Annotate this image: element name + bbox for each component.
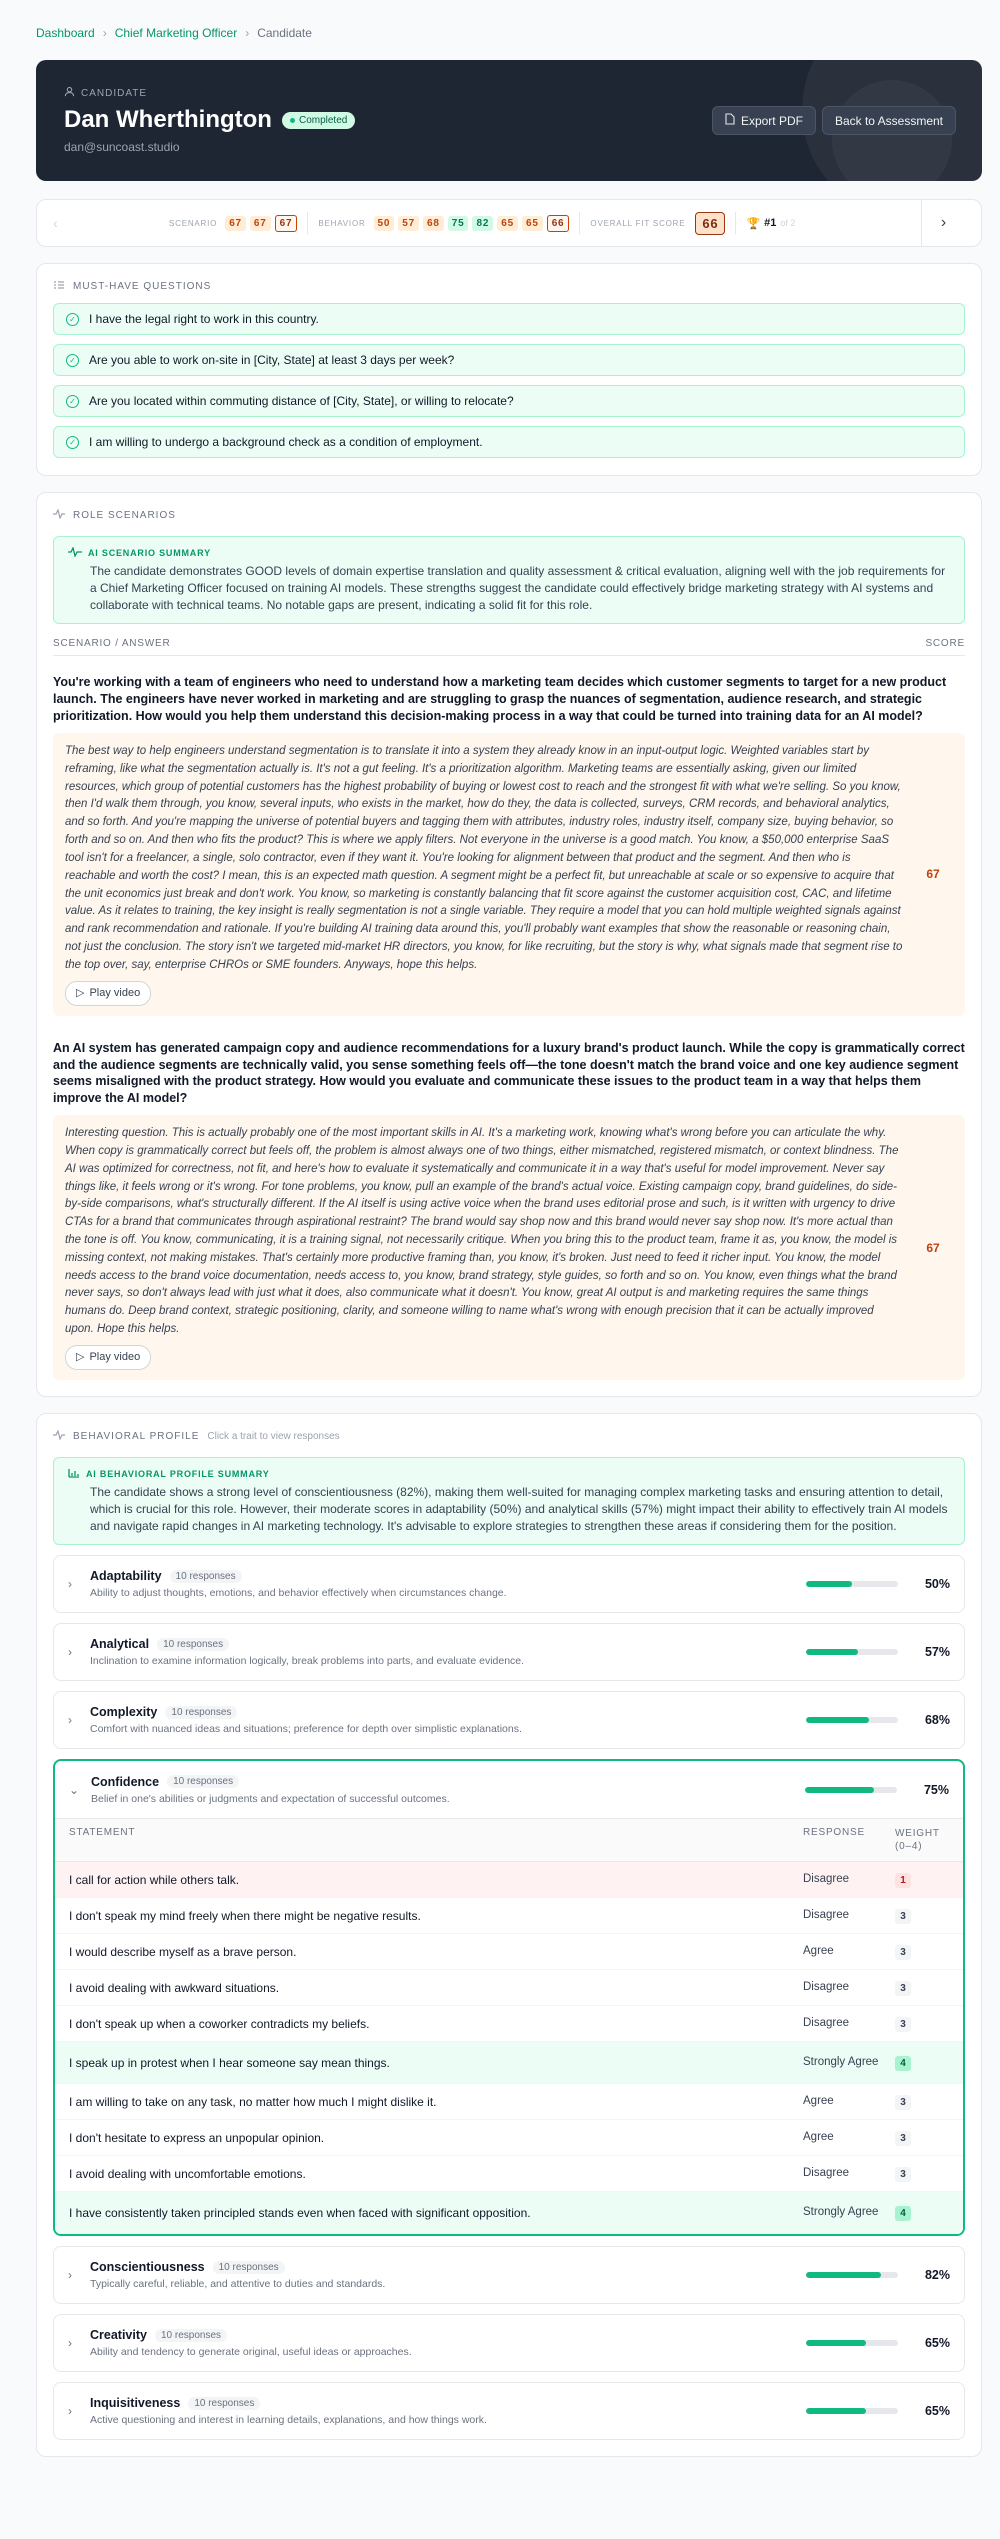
trait-percent: 65% xyxy=(924,2336,950,2351)
trait-analytical[interactable] xyxy=(53,1623,965,1681)
weight-badge: 3 xyxy=(895,1909,911,1924)
trait-description: Inclination to examine information logically, break problems into parts, and evaluate evidence. xyxy=(90,1655,525,1668)
section-title: MUST-HAVE QUESTIONS xyxy=(73,281,212,292)
chevron-right-icon: › xyxy=(68,1577,72,1592)
breadcrumb-role[interactable]: Chief Marketing Officer xyxy=(114,26,238,40)
chevron-right-icon: › xyxy=(68,2336,72,2351)
behavioral-profile-section xyxy=(36,1413,982,2457)
weight-badge: 1 xyxy=(895,1873,911,1888)
behavior-scores: BEHAVIOR 50 57 68 75 82 65 65 66 xyxy=(318,215,569,232)
statement-text: I avoid dealing with uncomfortable emotions. xyxy=(69,2166,306,2181)
trait-progress-bar xyxy=(806,2408,898,2414)
trait-confidence[interactable]: ⌄ Confidence 10 responses Belief in one's abilities or judgments and expectation of successful outcomes. 75% xyxy=(55,1761,963,1819)
weight-badge: 3 xyxy=(895,2095,911,2110)
behavior-score-chip[interactable]: 68 xyxy=(423,216,444,231)
statement-text: I don't speak up when a coworker contradicts my beliefs. xyxy=(69,2016,370,2031)
ai-behavioral-summary: AI BEHAVIORAL PROFILE SUMMARY The candidate shows a strong level of conscientiousness (82%), making them well-suited for managing complex marketing tasks and ensuring attention to detail, which is crucial for this role. However, their moderate scores in adaptability (50%) and analytical skills (57%) might impact their ability to effectively train AI models and navigate rapid changes in AI marketing technology. It's advisable to explore strategies to strengthen these areas if considering them for the position. xyxy=(53,1457,965,1545)
breadcrumb xyxy=(36,26,982,40)
trait-progress-bar xyxy=(806,1717,898,1723)
scenario-question: An AI system has generated campaign copy and audience recommendations for a luxury brand's product launch. While the copy is grammatically correct and the audience segments are technically valid, you sense something feels off—the tone doesn't match the brand voice and one key audience segment seems misaligned with the product strategy. How would you evaluate and communicate these issues to the product team in a way that helps them improve the AI model? xyxy=(53,1040,965,1106)
trait-progress-bar xyxy=(806,2272,898,2278)
trait-progress-bar xyxy=(806,1581,898,1587)
trait-inquisitiveness[interactable] xyxy=(53,2382,965,2440)
section-title: ROLE SCENARIOS xyxy=(73,510,176,521)
behavior-score-chip[interactable]: 65 xyxy=(497,216,518,231)
must-have-item: ✓ I am willing to undergo a background check as a condition of employment. xyxy=(53,426,965,458)
trait-conscientiousness[interactable] xyxy=(53,2246,965,2304)
user-icon xyxy=(64,86,75,100)
behavior-score-chip[interactable]: 75 xyxy=(448,216,469,231)
scenario-score: 67 xyxy=(926,1240,940,1255)
trait-progress-bar xyxy=(806,2340,898,2346)
chevron-left-icon[interactable]: ‹ xyxy=(53,215,58,231)
export-pdf-button[interactable]: Export PDF xyxy=(712,106,816,135)
trait-name: Analytical xyxy=(90,1637,150,1652)
behavior-score-chip[interactable]: 82 xyxy=(472,216,493,231)
scenario-answer: The best way to help engineers understand segmentation is to translate it into a system they already know in an input-output logic. Weighted variables start by reframing, like what the segmentation actually is. It's not a gut feeling. It's a prioritization algorithm. Marketing teams are essentially asking, given our limited resources, which group of potential customers has the highest probability of buying or lowest cost to reach and the strongest fit with what we're selling. So you know, then I'd walk them through, you know, several inputs, who exists in the market, how do they, the data is collected, surveys, CRM records, and behavioral analytics, and so forth. And you're mapping the universe of potential buyers and tagging them with attributes, industry roles, industry itself, company size, buying behavior, so forth and so on. And then who fits the product? This is where we apply filters. Not everyone in the universe is a good match. You know, a $50,000 enterprise SaaS tool isn't for a freelancer, a single, solo contractor, even if they want it. You're looking for alignment between that product and the segment. And then who is reachable and worth the cost? I mean, this is an expected math question. A segment might be a perfect fit, but unreachable at scale or so expensive to acquire that the unit economics just break and don't work. You know, so marketing is constantly balancing that fit score against the customer acquisition cost, CAC, and lifetime value. As it relates to training, the key insight is really segmentation is not a single variable. They require a model that you can hold multiple weighted signals against and rank recommendation and rationale. If you're building AI training data around this, you'll probably want examples that show the reasonable or reasoning chain, not just the conclusion. The story isn't we targeted mid-market HR directors, you know, for like recruiting, but the story is why, what signals made that segment rise to the top over, say, enterprise CHROs or SME founders. Anyways, hope this helps. ▷ Play video 67 xyxy=(53,733,965,1016)
statement-text: I don't speak my mind freely when there might be negative results. xyxy=(69,1908,421,1923)
chevron-down-icon: ⌄ xyxy=(69,1782,80,1797)
trait-adaptability[interactable] xyxy=(53,1555,965,1613)
check-circle-icon: ✓ xyxy=(66,354,79,367)
statement-table-header: STATEMENT RESPONSE WEIGHT (0–4) xyxy=(55,1819,963,1862)
trait-name: Complexity xyxy=(90,1705,158,1720)
trait-complexity[interactable] xyxy=(53,1691,965,1749)
response-count: 10 responses xyxy=(213,2261,285,2274)
must-have-item: ✓ Are you able to work on-site in [City, State] at least 3 days per week? xyxy=(53,344,965,376)
statement-row xyxy=(55,2084,963,2120)
trait-name: Creativity xyxy=(90,2328,147,2343)
statement-text: I avoid dealing with awkward situations. xyxy=(69,1980,280,1995)
response-value: Agree xyxy=(803,2131,834,2144)
behavior-score-chip[interactable]: 57 xyxy=(398,216,419,231)
breadcrumb-dashboard[interactable]: Dashboard xyxy=(36,26,95,40)
chevron-right-icon: › xyxy=(68,2404,72,2419)
statement-row xyxy=(55,2192,963,2234)
back-to-assessment-button[interactable]: Back to Assessment xyxy=(822,106,956,135)
trait-expanded xyxy=(53,1759,965,2236)
overall-fit: OVERALL FIT SCORE 66 xyxy=(590,212,725,235)
weight-badge: 4 xyxy=(895,2056,911,2071)
weight-badge: 4 xyxy=(895,2206,911,2221)
check-circle-icon: ✓ xyxy=(66,436,79,449)
trait-description: Ability to adjust thoughts, emotions, and behavior effectively when circumstances change. xyxy=(90,1587,507,1600)
statement-row xyxy=(55,2042,963,2084)
statement-text: I am willing to take on any task, no matter how much I might dislike it. xyxy=(69,2094,437,2109)
trait-description: Comfort with nuanced ideas and situations; preference for depth over simplistic explanations. xyxy=(90,1723,522,1736)
chevron-right-icon: › xyxy=(245,26,250,40)
activity-icon xyxy=(53,1430,65,1443)
statement-text: I have consistently taken principled stands even when faced with significant opposition. xyxy=(69,2205,531,2220)
statement-row xyxy=(55,1862,963,1898)
scenario-score-chip[interactable]: 67 xyxy=(225,216,246,231)
response-value: Strongly Agree xyxy=(803,2056,879,2069)
statement-text: I speak up in protest when I hear someone say mean things. xyxy=(69,2055,390,2070)
trait-percent: 50% xyxy=(924,1577,950,1592)
statement-row xyxy=(55,1898,963,1934)
status-badge: Completed xyxy=(282,112,355,129)
trait-percent: 68% xyxy=(924,1713,950,1728)
trait-creativity[interactable] xyxy=(53,2314,965,2372)
response-value: Agree xyxy=(803,1945,834,1958)
section-title: BEHAVIORAL PROFILE xyxy=(73,1430,200,1442)
bar-chart-icon xyxy=(68,1468,80,1480)
statement-row xyxy=(55,2120,963,2156)
trait-percent: 57% xyxy=(924,1645,950,1660)
check-circle-icon: ✓ xyxy=(66,395,79,408)
chevron-right-icon: › xyxy=(68,1713,72,1728)
response-value: Disagree xyxy=(803,2017,850,2030)
activity-icon xyxy=(53,509,65,522)
scenario-question: You're working with a team of engineers who need to understand how a marketing team decides which customer segments to target for a new product launch. The engineers have never worked in marketing and are struggling to grasp the nuances of segmentation, audience research, and strategic prioritization. How would you help them understand this decision-making process in a way that could be turned into training data for an AI model? xyxy=(53,675,947,724)
response-count: 10 responses xyxy=(155,2329,227,2342)
chevron-right-icon: › xyxy=(68,1645,72,1660)
response-count: 10 responses xyxy=(188,2397,260,2410)
ai-scenario-summary: AI SCENARIO SUMMARY The candidate demonstrates GOOD levels of domain expertise translation and quality assessment & critical evaluation, aligning well with the job requirements for a Chief Marketing Officer focused on training AI models. These strengths suggest the candidate could effectively bridge marketing strategy with AI systems and collaborate with technical teams. No notable gaps are present, indicating a solid fit for this role. xyxy=(53,536,965,624)
trait-name: Conscientiousness xyxy=(90,2260,205,2275)
response-value: Strongly Agree xyxy=(803,2206,879,2219)
trait-progress-bar xyxy=(805,1787,897,1793)
behavior-score-chip[interactable]: 65 xyxy=(522,216,543,231)
statement-text: I call for action while others talk. xyxy=(69,1872,240,1887)
behavior-score-chip[interactable]: 50 xyxy=(374,216,395,231)
statement-row xyxy=(55,1970,963,2006)
weight-badge: 3 xyxy=(895,2167,911,2182)
candidate-email: dan@suncoast.studio xyxy=(64,140,180,154)
play-video-button[interactable]: ▷ Play video xyxy=(65,1345,151,1370)
trait-description: Ability and tendency to generate original, useful ideas or approaches. xyxy=(90,2346,412,2359)
candidate-header xyxy=(36,60,982,181)
weight-badge: 3 xyxy=(895,2017,911,2032)
statement-text: I would describe myself as a brave person. xyxy=(69,1944,297,1959)
sparkle-icon xyxy=(68,547,82,559)
section-hint: Click a trait to view responses xyxy=(207,1430,340,1442)
play-icon: ▷ xyxy=(76,1350,85,1363)
role-scenarios-section xyxy=(36,492,982,1397)
candidate-name: Dan Wherthington xyxy=(64,106,272,133)
play-icon: ▷ xyxy=(76,986,85,999)
statement-row xyxy=(55,1934,963,1970)
score-strip xyxy=(36,199,982,247)
response-value: Disagree xyxy=(803,1981,850,1994)
must-have-item: ✓ I have the legal right to work in this country. xyxy=(53,303,965,335)
response-value: Disagree xyxy=(803,2167,850,2180)
list-check-icon xyxy=(53,280,65,293)
breadcrumb-current: Candidate xyxy=(257,26,312,40)
must-have-item: ✓ Are you located within commuting distance of [City, State], or willing to relocate? xyxy=(53,385,965,417)
behavior-score-chip[interactable]: 66 xyxy=(547,215,570,232)
trait-name: Inquisitiveness xyxy=(90,2396,181,2411)
file-icon xyxy=(725,113,735,128)
weight-badge: 3 xyxy=(895,2131,911,2146)
chevron-right-icon: › xyxy=(68,2268,72,2283)
chevron-right-icon[interactable]: › xyxy=(921,199,965,247)
trait-percent: 82% xyxy=(924,2268,950,2283)
response-value: Disagree xyxy=(803,1909,850,1922)
statement-row xyxy=(55,2006,963,2042)
scenario-score-chip[interactable]: 67 xyxy=(275,215,298,232)
trait-progress-bar xyxy=(806,1649,898,1655)
statement-text: I don't hesitate to express an unpopular opinion. xyxy=(69,2130,325,2145)
trait-description: Active questioning and interest in learning details, explanations, and how things work. xyxy=(90,2414,487,2427)
weight-badge: 3 xyxy=(895,1945,911,1960)
chevron-right-icon: › xyxy=(102,26,107,40)
rank: 🏆 #1 of 2 xyxy=(746,217,796,230)
check-circle-icon: ✓ xyxy=(66,313,79,326)
candidate-label: CANDIDATE xyxy=(64,86,954,100)
trophy-icon: 🏆 xyxy=(746,217,761,230)
overall-fit-score: 66 xyxy=(695,212,725,235)
play-video-button[interactable]: ▷ Play video xyxy=(65,981,151,1006)
scenario-scores: SCENARIO 67 67 67 xyxy=(169,215,297,232)
must-have-section xyxy=(36,263,982,476)
response-value: Disagree xyxy=(803,1873,850,1886)
trait-name: Adaptability xyxy=(90,1569,162,1584)
scenario-answer: Interesting question. This is actually probably one of the most important skills in AI. It's a marketing work, knowing what's wrong before you can articulate the why. When copy is grammatically correct but feels off, the problem is almost always one of two things, either mismatched, registered mismatch, or context blindness. The AI was optimized for correctness, not fit, and here's how to evaluate it systematically and communicate it in a way that's useful for model improvement. Never say things like, it feels wrong or it's wrong. For tone problems, you know, pull an example of the brand's actual voice. Existing campaign copy, brand guidelines, do side-by-side comparisons, what's structurally different. If the AI itself is using active voice when the brand uses editorial prose and such, is it written with urgency to drive CTAs for a brand that communicates through aspirational restraint? The brand would say shop now and this brand would never say shop now. It's more actual than the tone is off. You know, communicating, it is a training signal, not necessarily critique. When you bring this to the product team, frame it as, you know, the model is missing context, not making mistakes. That's certainly more productive framing than, you know, it's broken. Just need to feed it richer input. You know, the model needs access to the brand voice documentation, needs access to, you know, brand strategy, style guides, so forth and so on. You know, even things what the brand never says, so don't always lead with just what it does, also communicate what it doesn't. You know, great AI output is and marketing requires the same things humans do. Deep brand context, strategic positioning, clarity, and someone willing to name what's wrong with enough precision that it can be actually improved upon. Hope this helps. ▷ Play video 67 xyxy=(53,1115,965,1380)
scenario-table-header: SCENARIO / ANSWER SCORE xyxy=(53,638,965,656)
weight-badge: 3 xyxy=(895,1981,911,1996)
scenario-score: 67 xyxy=(926,867,940,882)
statement-row xyxy=(55,2156,963,2192)
trait-description: Typically careful, reliable, and attentive to duties and standards. xyxy=(90,2278,386,2291)
response-count: 10 responses xyxy=(165,1706,237,1719)
response-count: 10 responses xyxy=(157,1638,229,1651)
response-value: Agree xyxy=(803,2095,834,2108)
trait-percent: 65% xyxy=(924,2404,950,2419)
response-count: 10 responses xyxy=(170,1570,242,1583)
scenario-score-chip[interactable]: 67 xyxy=(250,216,271,231)
